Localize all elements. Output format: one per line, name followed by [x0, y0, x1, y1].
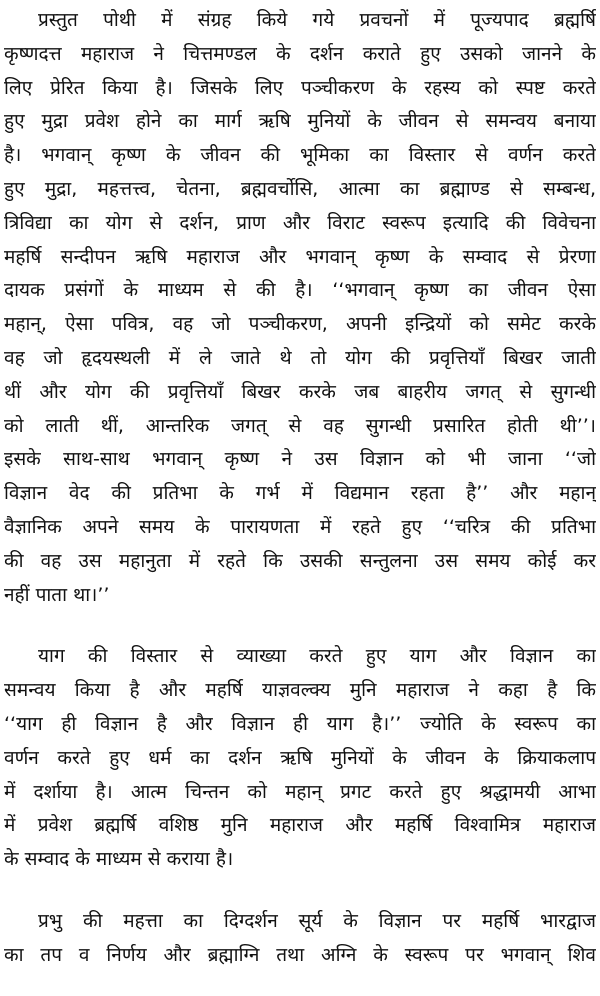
text-line: लिए प्रेरित किया है। जिसके लिए पञ्चीकरण के रहस्य को स्पष्ट करते	[4, 76, 596, 99]
text-line: के सम्वाद के माध्यम से कराया है।	[4, 848, 234, 871]
text-line: थीं और योग की प्रवृत्तियाँ बिखर करके जब बाहरीय जगत् से सुगन्धी	[4, 380, 596, 403]
text-line: महान्, ऐसा पवित्र, वह जो पञ्चीकरण, अपनी इन्द्रियों को समेट करके	[4, 313, 596, 336]
text-line: याग की विस्तार से व्याख्या करते हुए याग और विज्ञान का	[38, 645, 596, 668]
text-line: का तप व निर्णय और ब्रह्माग्नि तथा अग्नि के स्वरूप पर भगवान् शिव	[4, 943, 596, 966]
text-line: वैज्ञानिक अपने समय के पारायणता में रहते हुए ‘‘चरित्र की प्रतिभा	[4, 515, 596, 538]
paragraph-gap	[4, 877, 596, 905]
text-line: है। भगवान् कृष्ण के जीवन की भूमिका का विस्तार से वर्णन करते	[4, 144, 596, 167]
text-line: महर्षि सन्दीपन ऋषि महाराज और भगवान् कृष्ण के सम्वाद से प्रेरणा	[4, 245, 596, 268]
text-line: हुए मुद्रा, महत्तत्त्व, चेतना, ब्रह्मवर्चोसि, आत्मा का ब्रह्माण्ड से सम्बन्ध,	[4, 177, 596, 200]
text-line: वर्णन करते हुए धर्म का दर्शन ऋषि मुनियों के जीवन के क्रियाकलाप	[4, 746, 596, 769]
text-line: हुए मुद्रा प्रवेश होने का मार्ग ऋषि मुनियों के जीवन से समन्वय बनाया	[4, 110, 596, 133]
text-line: में दर्शाया है। आत्म चिन्तन को महान् प्रगट करते हुए श्रद्धामयी आभा	[4, 780, 596, 803]
text-line: विज्ञान वेद की प्रतिभा के गर्भ में विद्यमान रहता है’’ और महान्	[4, 482, 596, 505]
text-line: में प्रवेश ब्रह्मर्षि वशिष्ठ मुनि महाराज और महर्षि विश्वामित्र महाराज	[4, 814, 596, 837]
paragraph-2	[4, 640, 596, 877]
text-line: इसके साथ-साथ भगवान् कृष्ण ने उस विज्ञान को भी जाना ‘‘जो	[4, 448, 596, 471]
text-line: कृष्णदत्त महाराज ने चित्तमण्डल के दर्शन कराते हुए उसको जानने के	[4, 42, 596, 65]
text-line: की वह उस महानुता में रहते कि उसकी सन्तुलना उस समय कोई कर	[4, 549, 596, 572]
text-line: प्रस्तुत पोथी में संग्रह किये गये प्रवचनों में पूज्यपाद ब्रह्मर्षि	[38, 9, 596, 31]
text-line: नहीं पाता था।’’	[4, 583, 110, 606]
text-line: प्रभु की महत्ता का दिग्दर्शन सूर्य के विज्ञान पर महर्षि भारद्वाज	[38, 909, 596, 932]
text-line: वह जो हृदयस्थली में ले जाते थे तो योग की प्रवृत्तियाँ बिखर जाती	[4, 346, 596, 369]
text-line: त्रिविद्या का योग से दर्शन, प्राण और विराट स्वरूप इत्यादि की विवेचना	[4, 211, 596, 234]
text-line: को लाती थीं, आन्तरिक जगत् से वह सुगन्धी प्रसारित होती थी’’।	[4, 414, 596, 437]
paragraph-3	[4, 905, 596, 973]
paragraph-gap	[4, 612, 596, 640]
text-line: दायक प्रसंगों के माध्यम से की है। ‘‘भगवान् कृष्ण का जीवन ऐसा	[4, 279, 596, 302]
text-line: समन्वय किया है और महर्षि याज्ञवल्क्य मुनि महाराज ने कहा है कि	[4, 679, 596, 702]
text-line: ‘‘याग ही विज्ञान है और विज्ञान ही याग है।’’ ज्योति के स्वरूप का	[4, 712, 596, 735]
paragraph-1	[4, 4, 596, 612]
